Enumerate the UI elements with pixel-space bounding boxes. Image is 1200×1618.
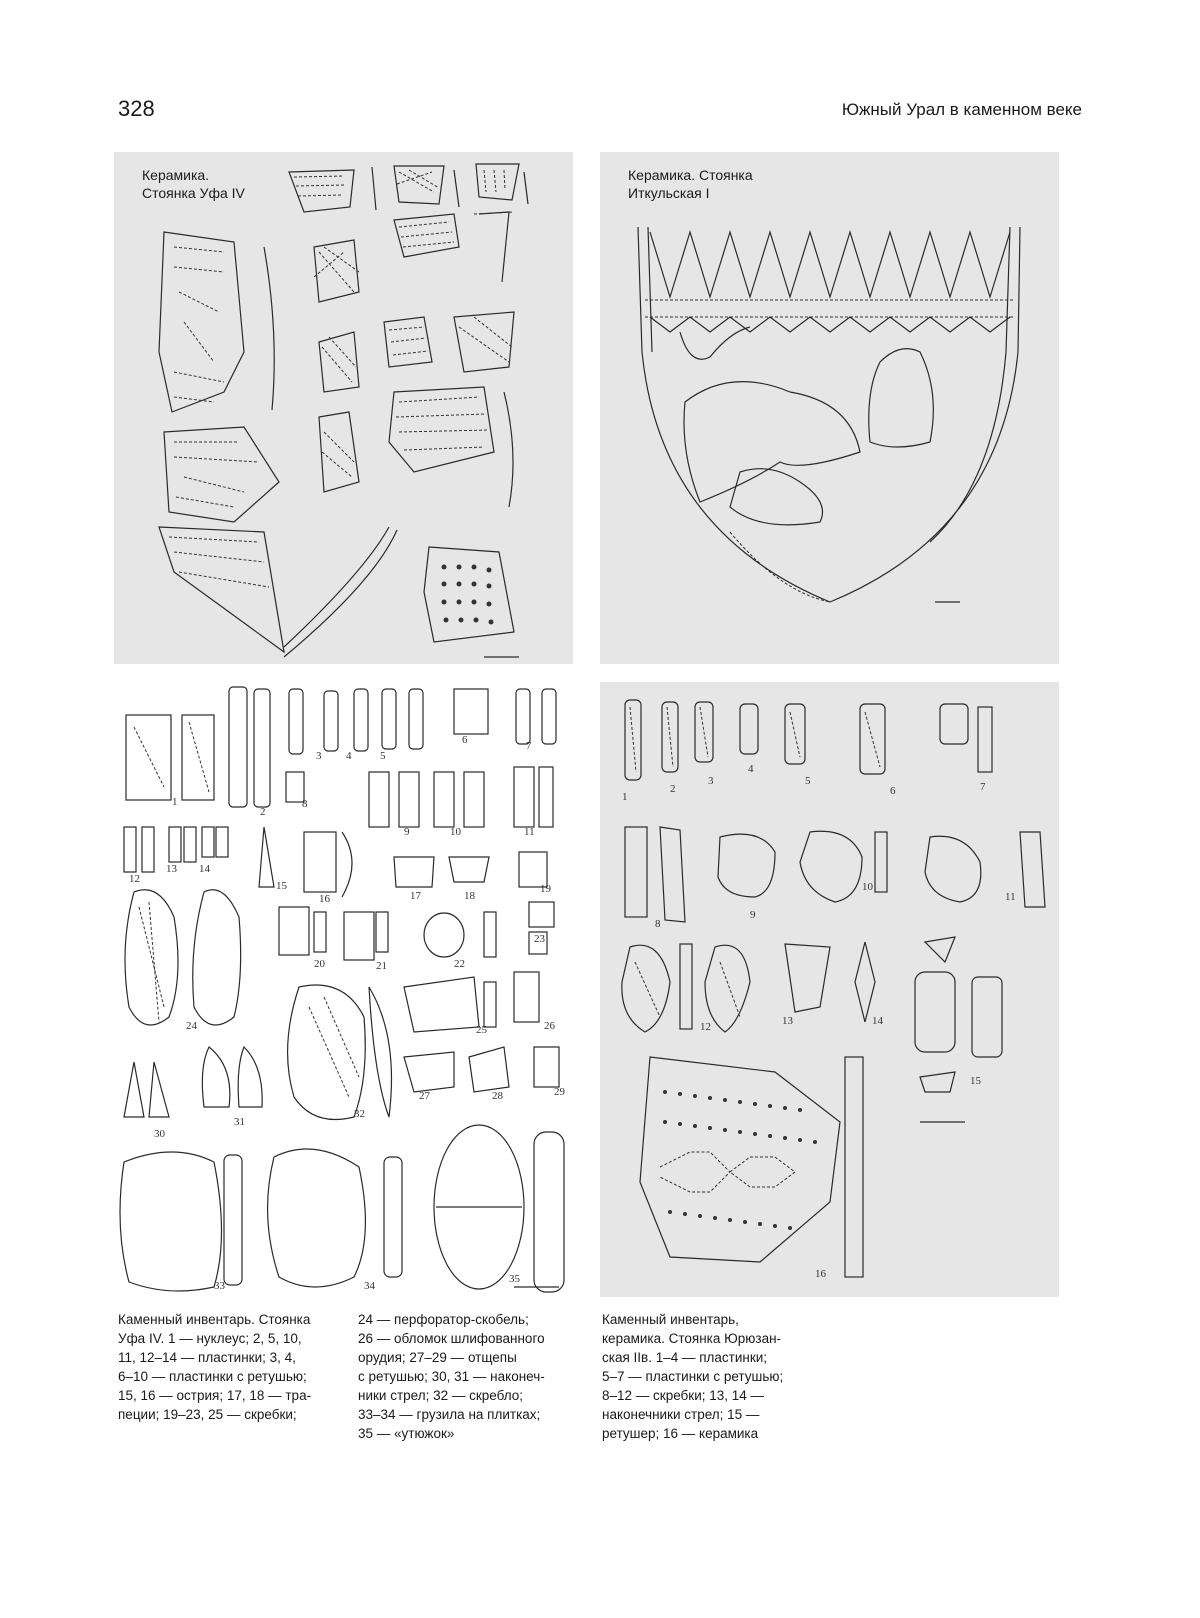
fig-number-19: 19 <box>540 883 551 895</box>
panel-label-ufa-iv: Керамика. Стоянка Уфа IV <box>142 167 245 201</box>
fig-number-7: 7 <box>980 781 986 793</box>
fig-number-8: 8 <box>655 918 661 930</box>
fig-number-8: 8 <box>302 798 308 810</box>
fig-number-14: 14 <box>199 863 210 875</box>
fig-number-15: 15 <box>276 880 287 892</box>
fig-number-2: 2 <box>670 783 676 795</box>
yuryuzanskaya-drawing <box>600 682 1059 1297</box>
ceramics-ufa-iv-drawing <box>114 152 573 664</box>
fig-number-4: 4 <box>748 763 754 775</box>
fig-number-18: 18 <box>464 890 475 902</box>
fig-number-21: 21 <box>376 960 387 972</box>
fig-number-10: 10 <box>862 881 873 893</box>
caption-stone-tools-ufa-iv-part1: Каменный инвентарь. Стоянка Уфа IV. 1 — нуклеус; 2, 5, 10, 11, 12–14 — пластинки; 3, 4, 6–10 — пластинки с ретушью; 15, 16 — острия; 17, 18 — тра- пеции; 19–23, 25 — скребки; <box>118 1312 312 1422</box>
fig-number-2: 2 <box>260 806 266 818</box>
fig-number-13: 13 <box>782 1015 793 1027</box>
caption-stone-tools-ufa-iv-part2: 24 — перфоратор-скобель; 26 — обломок шлифованного орудия; 27–29 — отщепы с ретушью; 30, 31 — наконеч- ники стрел; 32 — скребло; 33–34 — грузила на плитках; 35 — «утюжок» <box>358 1312 545 1441</box>
fig-number-22: 22 <box>454 958 465 970</box>
figure-stone-tools-yuryuzanskaya <box>600 682 1059 1297</box>
fig-number-6: 6 <box>462 734 468 746</box>
fig-number-3: 3 <box>316 750 322 762</box>
running-title: Южный Урал в каменном веке <box>841 100 1082 119</box>
fig-number-12: 12 <box>129 873 140 885</box>
fig-number-9: 9 <box>404 826 410 838</box>
fig-number-5: 5 <box>380 750 386 762</box>
fig-number-17: 17 <box>410 890 421 902</box>
fig-number-11: 11 <box>524 826 535 838</box>
page-number: 328 <box>118 96 155 121</box>
fig-number-12: 12 <box>700 1021 711 1033</box>
fig-number-32: 32 <box>354 1108 365 1120</box>
fig-number-20: 20 <box>314 958 325 970</box>
fig-number-31: 31 <box>234 1116 245 1128</box>
fig-number-3: 3 <box>708 775 714 787</box>
fig-number-27: 27 <box>419 1090 430 1102</box>
fig-number-24: 24 <box>186 1020 197 1032</box>
fig-number-1: 1 <box>622 791 628 803</box>
fig-number-16: 16 <box>815 1268 826 1280</box>
fig-number-34: 34 <box>364 1280 375 1292</box>
fig-number-7: 7 <box>526 740 532 752</box>
panel-label-itkulskaya-i: Керамика. Стоянка Иткульская I <box>628 167 753 201</box>
figure-ceramics-ufa-iv <box>114 152 573 664</box>
fig-number-35: 35 <box>509 1273 520 1285</box>
fig-number-23: 23 <box>534 933 545 945</box>
figure-ceramics-itkulskaya-i <box>600 152 1059 664</box>
fig-number-28: 28 <box>492 1090 503 1102</box>
fig-number-6: 6 <box>890 785 896 797</box>
fig-number-25: 25 <box>476 1024 487 1036</box>
fig-number-10: 10 <box>450 826 461 838</box>
fig-number-14: 14 <box>872 1015 883 1027</box>
fig-number-16: 16 <box>319 893 330 905</box>
fig-number-15: 15 <box>970 1075 981 1087</box>
fig-number-26: 26 <box>544 1020 555 1032</box>
fig-number-29: 29 <box>554 1086 565 1098</box>
fig-number-13: 13 <box>166 863 177 875</box>
stone-tools-drawing <box>114 677 573 1297</box>
caption-yuryuzanskaya: Каменный инвентарь, керамика. Стоянка Юрюзан- ская IIв. 1–4 — пластинки; 5–7 — пластинки с ретушью; 8–12 — скребки; 13, 14 — наконечники стрел; 15 — ретушер; 16 — керамика <box>602 1312 784 1441</box>
fig-number-9: 9 <box>750 909 756 921</box>
fig-number-4: 4 <box>346 750 352 762</box>
fig-number-30: 30 <box>154 1128 165 1140</box>
fig-number-11: 11 <box>1005 891 1016 903</box>
vessel-drawing <box>600 152 1059 664</box>
fig-number-33: 33 <box>214 1280 225 1292</box>
fig-number-5: 5 <box>805 775 811 787</box>
fig-number-1: 1 <box>172 796 178 808</box>
figure-stone-tools-ufa-iv <box>114 677 573 1297</box>
